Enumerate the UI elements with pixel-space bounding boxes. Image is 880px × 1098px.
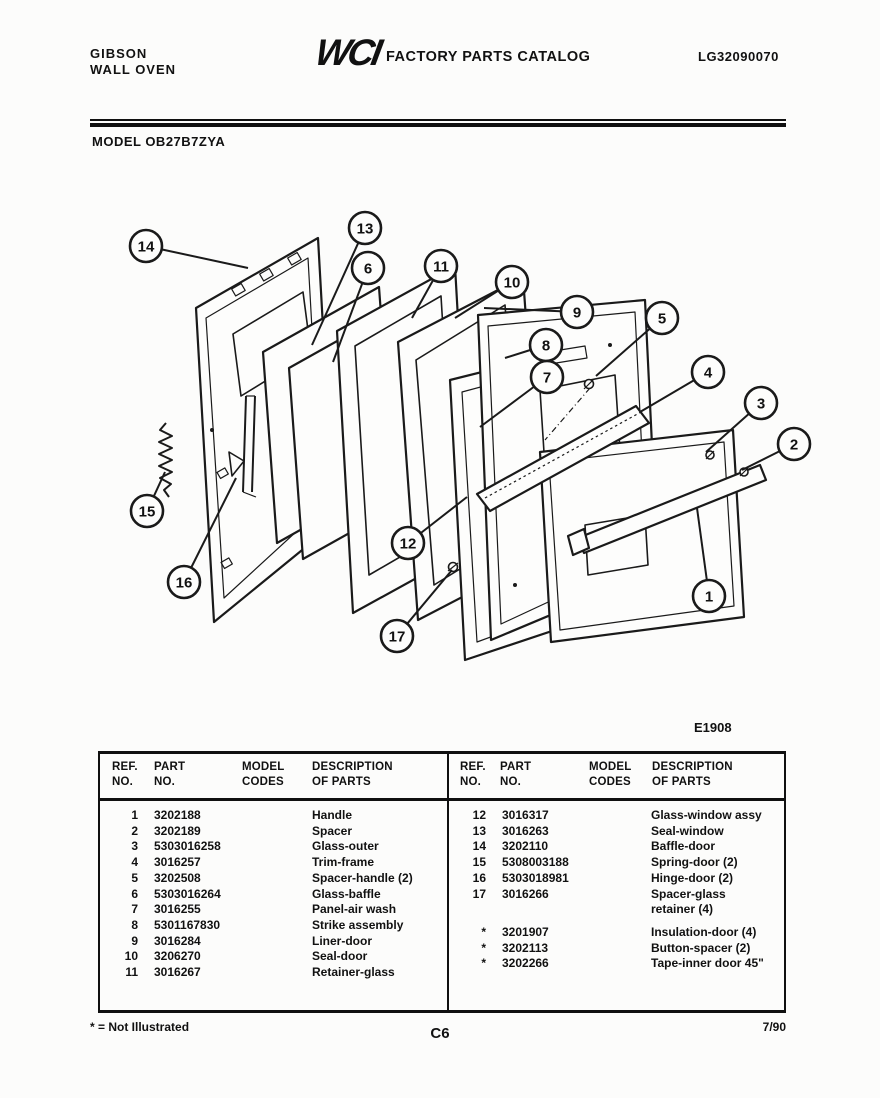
part-description: Spring-door (2) [651, 855, 738, 870]
ref-no: 3 [131, 839, 138, 854]
table-row [460, 871, 782, 887]
part-no: 3016266 [502, 886, 549, 901]
table-row [460, 855, 782, 871]
table-row [112, 918, 442, 934]
ref-no: 2 [131, 823, 138, 838]
part-no: 3016255 [154, 902, 201, 917]
part-description: Panel-air wash [312, 902, 397, 917]
ref-no: 14 [472, 839, 486, 854]
callout-label-7: 7 [542, 369, 552, 387]
part-description: Retainer-glass [312, 965, 395, 980]
ref-no: 11 [125, 965, 138, 980]
ref-no: 6 [131, 886, 138, 901]
col-header-ref: REF. NO. [112, 761, 138, 788]
col-header-desc: DESCRIPTION OF PARTS [312, 761, 393, 788]
table-rule-top [98, 751, 786, 754]
part-no: 3016257 [154, 855, 201, 870]
table-rule-header [98, 798, 786, 801]
appliance-type: WALL OVEN [90, 62, 177, 77]
table-row [112, 871, 442, 887]
ref-no: 17 [472, 886, 486, 901]
model-number: MODEL OB27B7ZYA [92, 134, 226, 149]
table-row [460, 956, 782, 972]
part-description: Glass-outer [312, 839, 379, 854]
ref-no: 7 [131, 902, 138, 917]
part-description: Seal-window [651, 823, 724, 838]
table-row [112, 839, 442, 855]
part-description: Glass-window assy [651, 808, 762, 822]
callout-leader-15 [154, 472, 165, 496]
ref-no: 5 [131, 870, 138, 885]
callout-label-8: 8 [541, 337, 551, 355]
callout-leader-14 [162, 249, 248, 268]
parts-table-right [460, 808, 782, 972]
part-no: 5308003188 [502, 855, 569, 870]
col-header-part: PART NO. [500, 761, 532, 788]
part-description: Handle [312, 808, 353, 822]
table-row [112, 887, 442, 903]
part-no: 3016263 [502, 823, 549, 838]
table-border-right [784, 751, 786, 1013]
part-description: Tape-inner door 45" [651, 956, 764, 971]
callout-label-1: 1 [704, 588, 714, 606]
col-header-codes: MODEL CODES [589, 761, 632, 788]
callout-label-10: 10 [503, 274, 521, 292]
ref-no: 12 [472, 808, 486, 822]
part-description: Hinge-door (2) [651, 870, 733, 885]
callout-label-16: 16 [175, 574, 193, 592]
ref-no: 9 [131, 933, 138, 948]
part-description: Trim-frame [312, 855, 375, 870]
catalog-title: FACTORY PARTS CATALOG [386, 49, 591, 65]
part-no: 3206270 [154, 949, 201, 964]
table-rule-bottom [98, 1010, 786, 1013]
callout-label-3: 3 [756, 395, 766, 413]
figure-code: E1908 [694, 720, 732, 735]
part-description: Baffle-door [651, 839, 715, 854]
table-row [112, 808, 442, 824]
table-row [112, 934, 442, 950]
table-row [112, 855, 442, 871]
screw-5-icon [584, 379, 594, 389]
callout-label-2: 2 [789, 436, 799, 454]
part-no: 3201907 [502, 924, 549, 939]
part-no: 3202110 [502, 839, 549, 854]
callout-label-14: 14 [137, 238, 155, 256]
ref-no: * [481, 924, 486, 939]
part-no: 3202189 [154, 823, 201, 838]
callout-label-9: 9 [572, 304, 582, 322]
part-no: 3016317 [502, 808, 549, 822]
part-description: Spacer [312, 823, 353, 838]
ref-no: 10 [124, 949, 138, 964]
table-row [460, 839, 782, 855]
part-no: 3202188 [154, 808, 201, 822]
part-no: 5301167830 [154, 917, 221, 932]
screw-17-icon [448, 563, 458, 572]
ref-no: 15 [472, 855, 486, 870]
callout-label-15: 15 [138, 503, 156, 521]
part-no: 3202113 [502, 940, 549, 955]
table-divider [447, 751, 449, 1013]
part-no: 5303016258 [154, 839, 221, 854]
callout-label-6: 6 [363, 260, 373, 278]
parts-table-left [112, 808, 442, 981]
table-row [460, 824, 782, 840]
part-description: Glass-baffle [312, 886, 381, 901]
table-row [112, 965, 442, 981]
part-description: Spacer-glass retainer (4) [651, 886, 726, 917]
page-number: C6 [430, 1025, 450, 1042]
part-description: Spacer-handle (2) [312, 870, 413, 885]
table-row [460, 887, 782, 918]
table-row [460, 925, 782, 941]
ref-no: 8 [131, 917, 138, 932]
part-description: Button-spacer (2) [651, 940, 751, 955]
door-spring-shape [159, 423, 172, 497]
publication-number: LG32090070 [698, 49, 779, 64]
col-header-part: PART NO. [154, 761, 186, 788]
not-illustrated-note: * = Not Illustrated [90, 1020, 190, 1034]
ref-no: * [481, 940, 486, 955]
part-no: 3202266 [502, 956, 549, 971]
ref-no: 16 [472, 870, 486, 885]
brand-name: GIBSON [90, 46, 148, 61]
table-row [112, 902, 442, 918]
ref-no: * [481, 956, 486, 971]
part-description: Liner-door [312, 933, 372, 948]
table-row [460, 808, 782, 824]
callout-label-12: 12 [399, 535, 417, 553]
part-description: Insulation-door (4) [651, 924, 757, 939]
date-code: 7/90 [762, 1020, 786, 1034]
callout-label-11: 11 [433, 258, 449, 276]
part-no: 5303016264 [154, 886, 221, 901]
part-no: 5303018981 [502, 870, 569, 885]
callout-label-4: 4 [703, 364, 713, 382]
col-header-codes: MODEL CODES [242, 761, 285, 788]
part-no: 3016284 [154, 933, 201, 948]
ref-no: 13 [472, 823, 486, 838]
table-row [112, 824, 442, 840]
callout-label-13: 13 [356, 220, 374, 238]
table-row [460, 941, 782, 957]
callout-label-17: 17 [388, 628, 406, 646]
wci-logo: WCI [312, 32, 383, 73]
col-header-ref: REF. NO. [460, 761, 486, 788]
table-row [112, 949, 442, 965]
ref-no: 4 [131, 855, 138, 870]
col-header-desc: DESCRIPTION OF PARTS [652, 761, 733, 788]
callout-label-5: 5 [657, 310, 667, 328]
part-no: 3202508 [154, 870, 201, 885]
part-no: 3016267 [154, 965, 201, 980]
table-border-left [98, 751, 100, 1013]
part-description: Strike assembly [312, 917, 404, 932]
ref-no: 1 [131, 808, 138, 822]
part-description: Seal-door [312, 949, 368, 964]
